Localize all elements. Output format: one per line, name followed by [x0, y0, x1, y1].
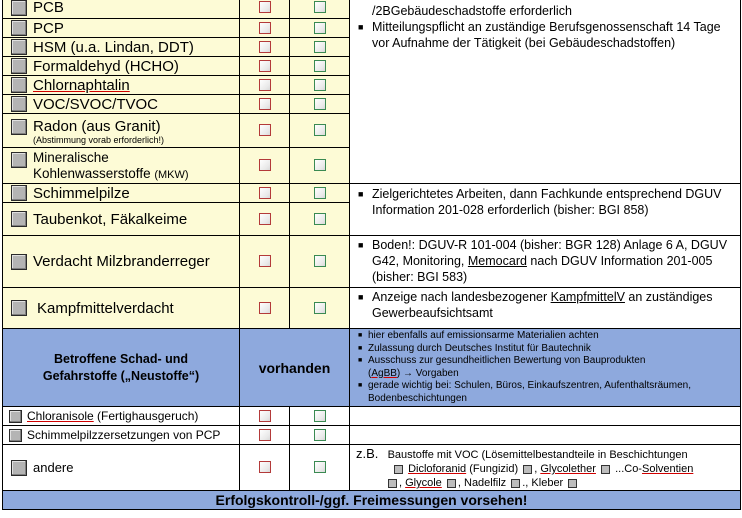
row-checkbox[interactable] — [11, 20, 27, 36]
row-checkbox[interactable] — [11, 0, 27, 16]
table-row — [3, 407, 741, 426]
notes-cell-zb: z.B. Baustoffe mit VOC (Lösemittelbestandteile in Beschichtungen Dicloforanid (Fungizid) , Glycolether ...Co-Solventien , Glycole , Nadelfilz ., Kleber — [350, 445, 741, 491]
zb-item: Glycole — [405, 477, 442, 489]
row-checkbox[interactable] — [9, 429, 22, 442]
yes-checkbox[interactable] — [314, 410, 326, 422]
header-bullet: Zulassung durch Deutsches Institut für Bautechnik — [368, 342, 591, 354]
substance-name: Radon (aus Granit) — [33, 117, 161, 135]
small-box-icon — [568, 479, 577, 488]
note-text: Anzeige nach landesbezogener — [372, 290, 551, 304]
table-row — [3, 236, 741, 288]
zb-item: Nadelfilz — [464, 477, 507, 489]
bullet-icon: ■ — [358, 382, 363, 389]
bullet-icon: ■ — [358, 357, 363, 364]
small-box-icon — [388, 479, 397, 488]
zb-item: Solventien — [641, 463, 694, 475]
footer-row — [3, 491, 741, 510]
no-checkbox[interactable] — [259, 187, 271, 199]
substance-name: Chloranisole — [27, 409, 94, 423]
yes-checkbox[interactable] — [314, 255, 326, 267]
row-checkbox[interactable] — [11, 119, 27, 135]
zb-item: Dicloforanid — [408, 463, 467, 475]
substance-name: PCP — [33, 19, 64, 37]
agbb-suffix: ) → Vorgaben — [396, 367, 459, 379]
small-box-icon — [601, 465, 610, 474]
table-row — [3, 0, 741, 19]
substance-name: andere — [33, 459, 74, 475]
note-text: an zuständiges Gewerbeaufsichtsamt — [372, 290, 713, 320]
zb-item: ...Co- — [615, 463, 642, 475]
yes-checkbox[interactable] — [314, 124, 326, 136]
section-header-row — [3, 329, 741, 407]
substance-suffix: (Fertighausgeruch) — [93, 409, 199, 423]
no-checkbox[interactable] — [259, 41, 271, 53]
note-text: nach DGUV Information 201-005 (bisher: BGI 583) — [372, 254, 713, 284]
section-title-2: Gefahrstoffe („Neustoffe“) — [42, 368, 200, 383]
substance-name: Verdacht Milzbranderreger — [33, 253, 210, 270]
agbb-abbrev: AgBB — [371, 367, 397, 379]
yes-checkbox[interactable] — [314, 159, 326, 171]
table-row — [3, 445, 741, 491]
table-row — [3, 184, 741, 203]
substance-name: Mineralische — [33, 149, 109, 165]
row-checkbox[interactable] — [11, 460, 27, 476]
small-box-icon — [447, 479, 456, 488]
bullet-icon: ■ — [358, 292, 364, 302]
yes-checkbox[interactable] — [314, 187, 326, 199]
no-checkbox[interactable] — [259, 1, 271, 13]
yes-checkbox[interactable] — [314, 60, 326, 72]
yes-checkbox[interactable] — [314, 1, 326, 13]
note-link: KampfmittelV — [550, 290, 625, 304]
bullet-icon: ■ — [358, 22, 364, 32]
substance-name: Chlornaphtalin — [33, 76, 130, 94]
substance-name: Formaldehyd (HCHO) — [33, 57, 179, 75]
yes-checkbox[interactable] — [314, 41, 326, 53]
no-checkbox[interactable] — [259, 213, 271, 225]
note-text: Boden!: DGUV-R 101-004 (bisher: BGR 128) Anlage 6 A, DGUV G42, Monitoring, — [372, 238, 728, 268]
row-checkbox[interactable] — [11, 211, 27, 227]
no-checkbox[interactable] — [259, 461, 271, 473]
row-checkbox[interactable] — [11, 185, 27, 201]
bullet-icon: ■ — [358, 189, 364, 199]
yes-checkbox[interactable] — [314, 213, 326, 225]
small-box-icon — [394, 465, 403, 474]
zb-line: Baustoffe mit VOC (Lösemittelbestandteile in Beschichtungen — [387, 449, 688, 461]
row-checkbox[interactable] — [11, 254, 27, 270]
notes-cell-kampf — [350, 288, 741, 329]
zb-prefix: z.B. — [356, 446, 379, 461]
yes-checkbox[interactable] — [314, 79, 326, 91]
yes-checkbox[interactable] — [314, 98, 326, 110]
zb-item: Glycolether — [540, 463, 596, 475]
row-checkbox[interactable] — [9, 410, 22, 423]
bullet-icon: ■ — [358, 344, 363, 352]
section-title: Betroffene Schad- und — [53, 351, 189, 366]
no-checkbox[interactable] — [259, 410, 271, 422]
notes-cell-group1 — [350, 0, 741, 184]
substance-name: Kampfmittelverdacht — [37, 299, 174, 317]
no-checkbox[interactable] — [259, 79, 271, 91]
row-checkbox[interactable] — [11, 300, 27, 316]
substance-note: (Abstimmung vorab erforderlich!) — [33, 134, 165, 145]
substance-name: HSM (u.a. Lindan, DDT) — [33, 38, 194, 56]
bullet-icon: ■ — [358, 332, 363, 339]
table-row — [3, 426, 741, 445]
paren: ( — [368, 367, 372, 379]
no-checkbox[interactable] — [259, 302, 271, 314]
yes-checkbox[interactable] — [314, 429, 326, 441]
no-checkbox[interactable] — [259, 255, 271, 267]
no-checkbox[interactable] — [259, 124, 271, 136]
note-text: Zielgerichtetes Arbeiten, dann Fachkunde entsprechend DGUV Information 201-028 erforderlich (bisher: BGI 858) — [372, 187, 722, 217]
bullet-icon: ■ — [358, 240, 364, 250]
header-bullet: hier ebenfalls auf emissionsarme Materialien achten — [368, 330, 599, 341]
row-checkbox[interactable] — [11, 58, 27, 74]
yes-checkbox[interactable] — [314, 461, 326, 473]
no-checkbox[interactable] — [259, 60, 271, 72]
row-checkbox[interactable] — [11, 96, 27, 112]
hazard-table — [2, 0, 741, 510]
substance-suffix: (MKW) — [154, 168, 189, 181]
note-text: Mitteilungspflicht an zuständige Berufsgenossenschaft 14 Tage vor Aufnahme der Tätigkeit (bei Gebäudeschadstoffen) — [372, 20, 721, 50]
footer-text: Erfolgskontroll-/ggf. Freimessungen vorsehen! — [3, 491, 741, 510]
row-checkbox[interactable] — [11, 39, 27, 55]
zb-item-note: (Fungizid) — [466, 463, 519, 475]
note-text: /2BGebäudeschadstoffe erforderlich — [372, 4, 572, 18]
no-checkbox[interactable] — [259, 429, 271, 441]
no-checkbox[interactable] — [259, 159, 271, 171]
substance-name: Schimmelpilze — [33, 184, 130, 202]
yes-checkbox[interactable] — [314, 302, 326, 314]
column-header-present: vorhanden — [258, 359, 331, 376]
zb-item: Kleber — [531, 477, 564, 489]
small-box-icon — [523, 465, 532, 474]
substance-name: PCB — [33, 0, 64, 16]
notes-cell-milz — [350, 236, 741, 288]
substance-name: Schimmelpilzzersetzungen von PCP — [27, 428, 221, 442]
no-checkbox[interactable] — [259, 98, 271, 110]
header-bullet: Ausschuss zur gesundheitlichen Bewertung von Bauprodukten — [368, 355, 646, 366]
substance-name: Taubenkot, Fäkalkeime — [33, 210, 188, 228]
no-checkbox[interactable] — [259, 22, 271, 34]
table-row — [3, 288, 741, 329]
substance-name-2: Kohlenwasserstoffe — [33, 165, 151, 181]
small-box-icon — [511, 479, 520, 488]
header-bullet: gerade wichtig bei: Schulen, Büros, Einkaufszentren, Aufenthaltsräumen, Bodenbeschichtungen — [368, 380, 691, 404]
notes-cell-schimmel — [350, 184, 741, 236]
row-checkbox[interactable] — [11, 77, 27, 93]
yes-checkbox[interactable] — [314, 22, 326, 34]
substance-name: VOC/SVOC/TVOC — [33, 95, 159, 113]
row-checkbox[interactable] — [11, 152, 27, 168]
note-link: Memocard — [467, 254, 527, 268]
